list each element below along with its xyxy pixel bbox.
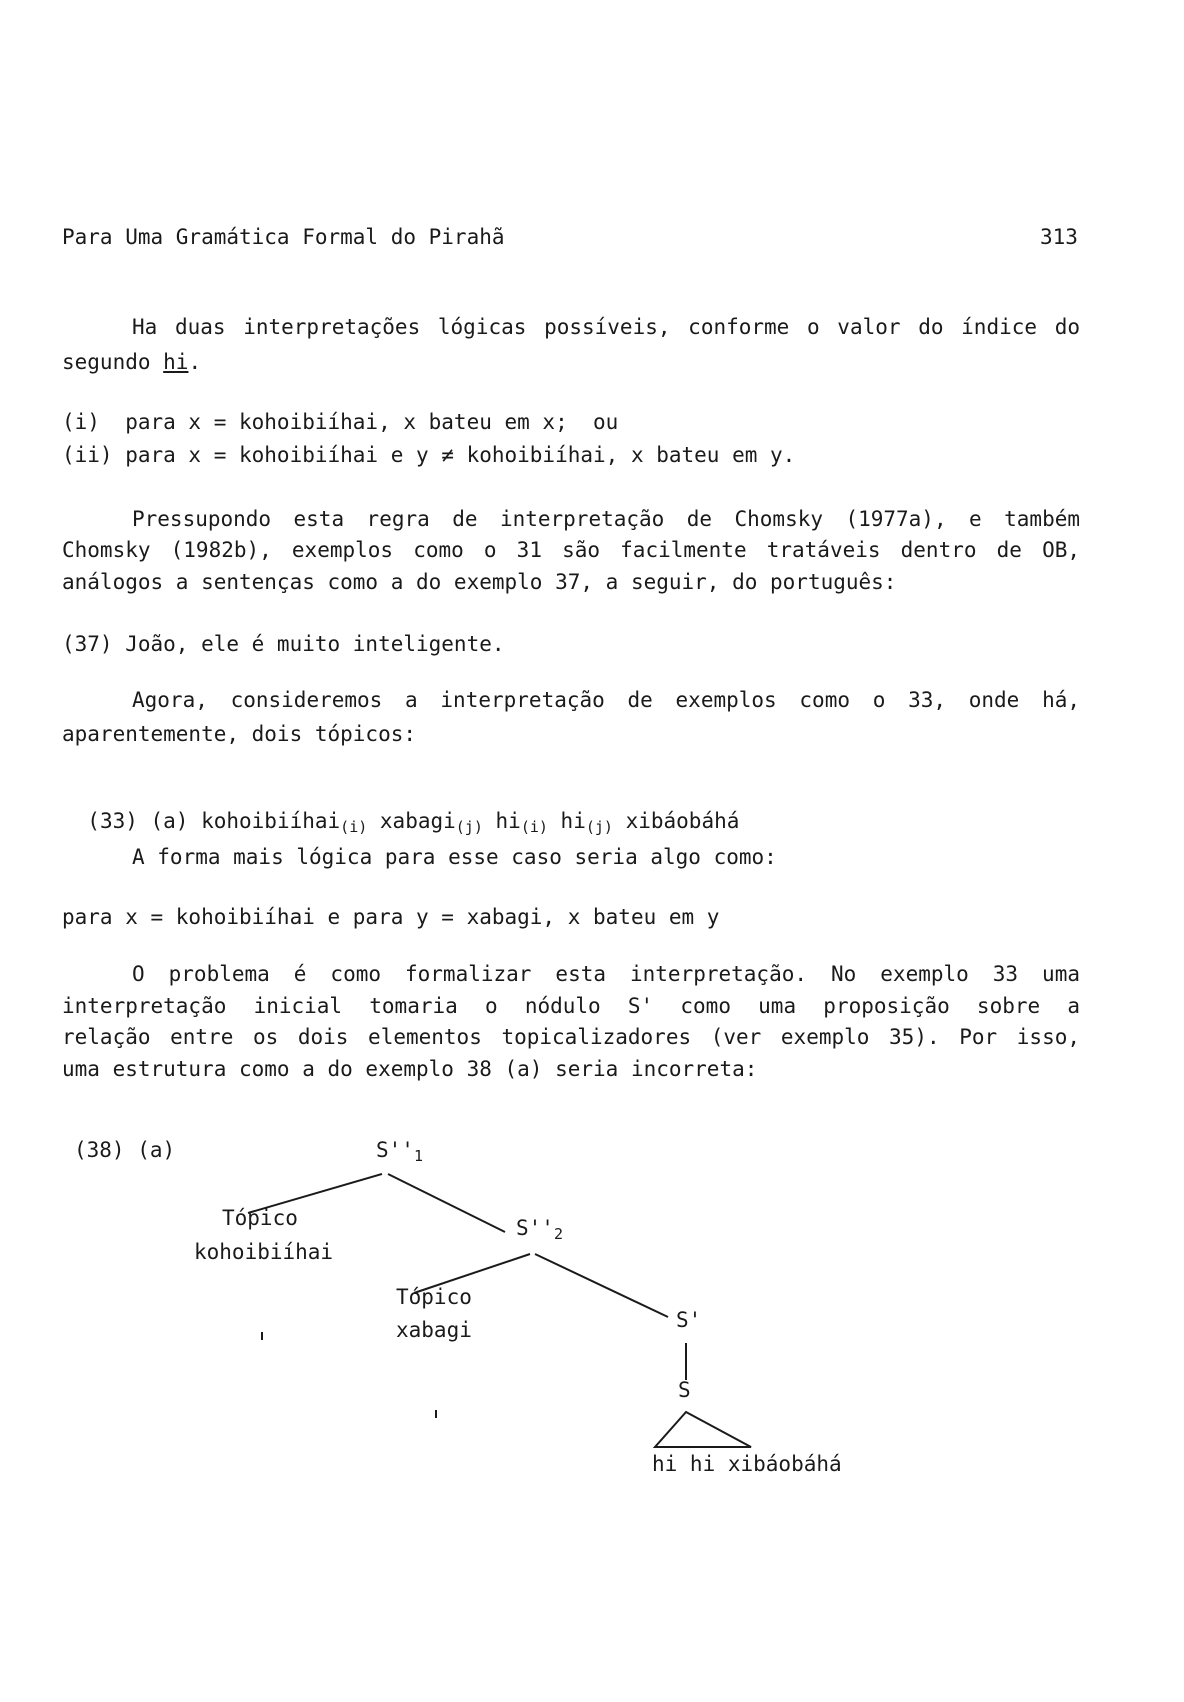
example-33-word: xibáobáhá xyxy=(612,809,740,833)
tree-leaf-phrase: hi hi xibáobáhá xyxy=(652,1452,842,1476)
index-subscript: (i) xyxy=(520,818,548,836)
paragraph-5-line-1: O problema é como formalizar esta interpretação. No exemplo 33 uma xyxy=(132,962,1080,986)
node-label: S'' xyxy=(516,1216,554,1240)
example-33-word: xabagi xyxy=(367,809,456,833)
tree-node-s: S xyxy=(678,1378,691,1402)
paragraph-1-text: segundo xyxy=(62,350,164,374)
tree-node-s2 xyxy=(516,1216,563,1243)
triangle-node xyxy=(655,1412,751,1447)
example-38-label: (38) (a) xyxy=(74,1138,176,1162)
paragraph-5-line-2: interpretação inicial tomaria o nódulo S' como uma proposição sobre a xyxy=(62,994,1080,1018)
paragraph-5-line-3: relação entre os dois elementos topicalizadores (ver exemplo 35). Por isso, xyxy=(62,1025,1080,1049)
node-subscript: 2 xyxy=(553,1225,563,1243)
tree-leaf-kohoibiihai: kohoibiíhai xyxy=(194,1240,334,1264)
interpretation-ii: (ii) para x = kohoibiíhai e y ≠ kohoibiíhai, x bateu em y. xyxy=(62,443,796,467)
tree-node-s-prime: S' xyxy=(676,1308,702,1332)
index-subscript: (i) xyxy=(340,818,368,836)
tree-edge xyxy=(388,1174,505,1232)
running-header: Para Uma Gramática Formal do Pirahã xyxy=(62,225,505,249)
paragraph-3-line-1: Agora, consideremos a interpretação de exemplos como o 33, onde há, xyxy=(132,688,1080,712)
paragraph-4: A forma mais lógica para esse caso seria algo como: xyxy=(132,845,777,869)
logical-formula: para x = kohoibiíhai e para y = xabagi, x bateu em y xyxy=(62,905,720,929)
index-subscript: (j) xyxy=(585,818,613,836)
tree-node-topico-2: Tópico xyxy=(396,1285,472,1309)
paragraph-2-line-3: análogos a sentenças como a do exemplo 37, a seguir, do português: xyxy=(62,570,897,594)
paragraph-1-period: . xyxy=(188,350,202,374)
tree-node-topico-1: Tópico xyxy=(222,1206,298,1230)
node-label: S'' xyxy=(376,1138,414,1162)
example-37: (37) João, ele é muito inteligente. xyxy=(62,632,505,656)
paragraph-1-line-1: Ha duas interpretações lógicas possíveis, conforme o valor do índice do xyxy=(132,315,1080,339)
node-subscript: 1 xyxy=(413,1147,423,1165)
page-number: 313 xyxy=(1040,225,1078,249)
paragraph-2-line-1: Pressupondo esta regra de interpretação de Chomsky (1977a), e também xyxy=(132,507,1080,531)
tree-node-root xyxy=(376,1138,423,1165)
index-subscript: (j) xyxy=(455,818,483,836)
example-33-word: kohoibiíhai xyxy=(201,809,341,833)
paragraph-5-line-4: uma estrutura como a do exemplo 38 (a) seria incorreta: xyxy=(62,1057,758,1081)
interpretation-i: (i) para x = kohoibiíhai, x bateu em x; ou xyxy=(62,410,619,434)
example-33-word: hi xyxy=(547,809,586,833)
tree-leaf-xabagi: xabagi xyxy=(396,1318,472,1342)
paragraph-2-line-2: Chomsky (1982b), exemplos como o 31 são facilmente tratáveis dentro de OB, xyxy=(62,538,1080,562)
example-33-word: hi xyxy=(482,809,521,833)
example-33-label: (33) (a) xyxy=(87,809,202,833)
paragraph-3-line-2: aparentemente, dois tópicos: xyxy=(62,722,417,746)
underlined-term-hi: hi xyxy=(163,350,189,374)
tree-edge xyxy=(535,1254,668,1317)
